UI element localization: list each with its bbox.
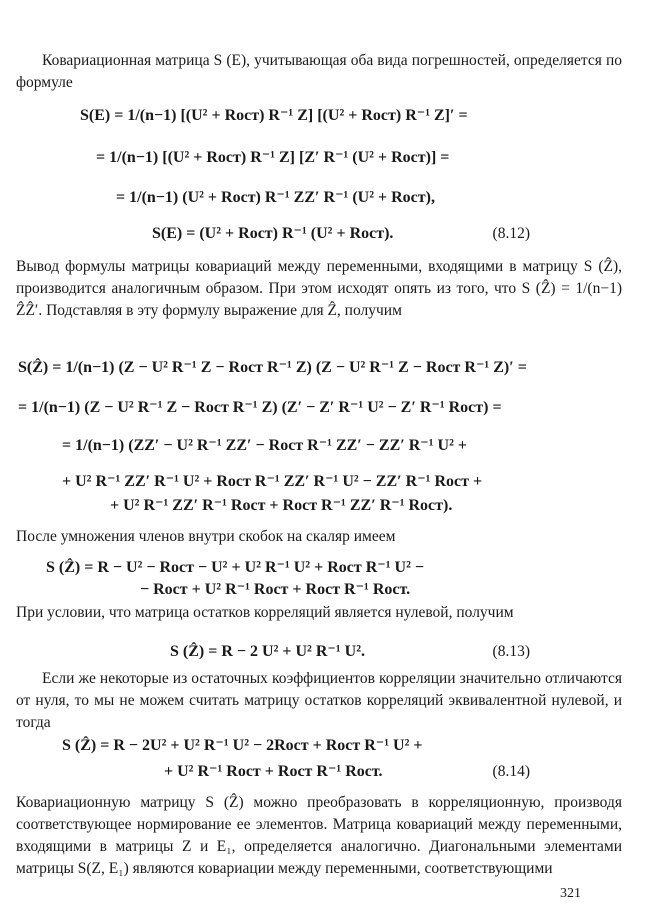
- equation-number-8-12: (8.12): [492, 225, 530, 242]
- equation-sz-line5: + U² R⁻¹ ZZ′ R⁻¹ Rост + Rост R⁻¹ ZZ′ R⁻¹ Rост).: [110, 497, 453, 514]
- equation-sz-line3: = 1/(n−1) (ZZ′ − U² R⁻¹ ZZ′ − Rост R⁻¹ ZZ′ − ZZ′ R⁻¹ U² +: [62, 437, 468, 454]
- equation-sz-zero-residual: S (Ẑ) = R − 2 U² + U² R⁻¹ U².: [170, 643, 365, 660]
- equation-se-line1: S(E) = 1/(n−1) [(U² + Rост) R⁻¹ Z] [(U² + Rост) R⁻¹ Z]′ =: [80, 107, 468, 124]
- equation-number-8-14: (8.14): [492, 763, 530, 780]
- paragraph-derivation: Вывод формулы матрицы ковариаций между переменными, входящими в матрицу S (Ẑ), производится аналогичным образом. При этом исходят опять из того, что S (Ẑ) = 1/(n−1) ẐẐ′. Подставляя в эту формулу выражение для Ẑ, получим: [16, 258, 622, 319]
- paragraph-zero-residuals: При условии, что матрица остатков корреляций является нулевой, получим: [16, 604, 514, 621]
- equation-se-final: S(E) = (U² + Rост) R⁻¹ (U² + Rост).: [152, 225, 394, 242]
- equation-se-line3: = 1/(n−1) (U² + Rост) R⁻¹ ZZ′ R⁻¹ (U² + Rост),: [116, 189, 435, 206]
- paragraph-correlation-transform: Ковариационную матрицу S (Ẑ) можно преобразовать в корреляционную, производя соответствующее нормирование ее элементов. Матрица ковариаций между переменными, входящими в матрицы Z и E₁, определяется аналогично. Диагональными элементами матрицы S(Z, E₁) являются ковариации между переменными, соответствующими: [16, 794, 622, 877]
- equation-sz-expanded-line2: − Rост + U² R⁻¹ Rост + Rост R⁻¹ Rост.: [140, 581, 411, 598]
- equation-se-line2: = 1/(n−1) [(U² + Rост) R⁻¹ Z] [Z′ R⁻¹ (U² + Rост)] =: [96, 149, 450, 166]
- page-number: 321: [560, 886, 581, 901]
- paragraph-nonzero-residuals: Если же некоторые из остаточных коэффициентов корреляции значительно отличаются от нуля, то мы не можем считать матрицу остатков корреляций эквивалентной нулевой, и тогда: [16, 670, 622, 731]
- equation-number-8-13: (8.13): [492, 643, 530, 660]
- equation-sz-general-line2: + U² R⁻¹ Rост + Rост R⁻¹ Rост.: [164, 763, 383, 780]
- equation-sz-general-line1: S (Ẑ) = R − 2U² + U² R⁻¹ U² − 2Rост + Rост R⁻¹ U² +: [62, 737, 423, 754]
- paragraph-after-multiplication: После умножения членов внутри скобок на скаляр имеем: [16, 528, 396, 545]
- equation-sz-line4: + U² R⁻¹ ZZ′ R⁻¹ U² + Rост R⁻¹ ZZ′ R⁻¹ U² − ZZ′ R⁻¹ Rост +: [62, 473, 483, 490]
- equation-sz-line2: = 1/(n−1) (Z − U² R⁻¹ Z − Rост R⁻¹ Z) (Z′ − Z′ R⁻¹ U² − Z′ R⁻¹ Rост) =: [18, 399, 502, 416]
- equation-sz-line1: S(Ẑ) = 1/(n−1) (Z − U² R⁻¹ Z − Rост R⁻¹ Z) (Z − U² R⁻¹ Z − Rост R⁻¹ Z)′ =: [18, 359, 527, 376]
- paragraph-covariance-intro: Ковариационная матрица S (E), учитывающая оба вида погрешностей, определяется по формуле: [16, 52, 622, 91]
- equation-sz-expanded-line1: S (Ẑ) = R − U² − Rост − U² + U² R⁻¹ U² + Rост R⁻¹ U² −: [46, 559, 424, 576]
